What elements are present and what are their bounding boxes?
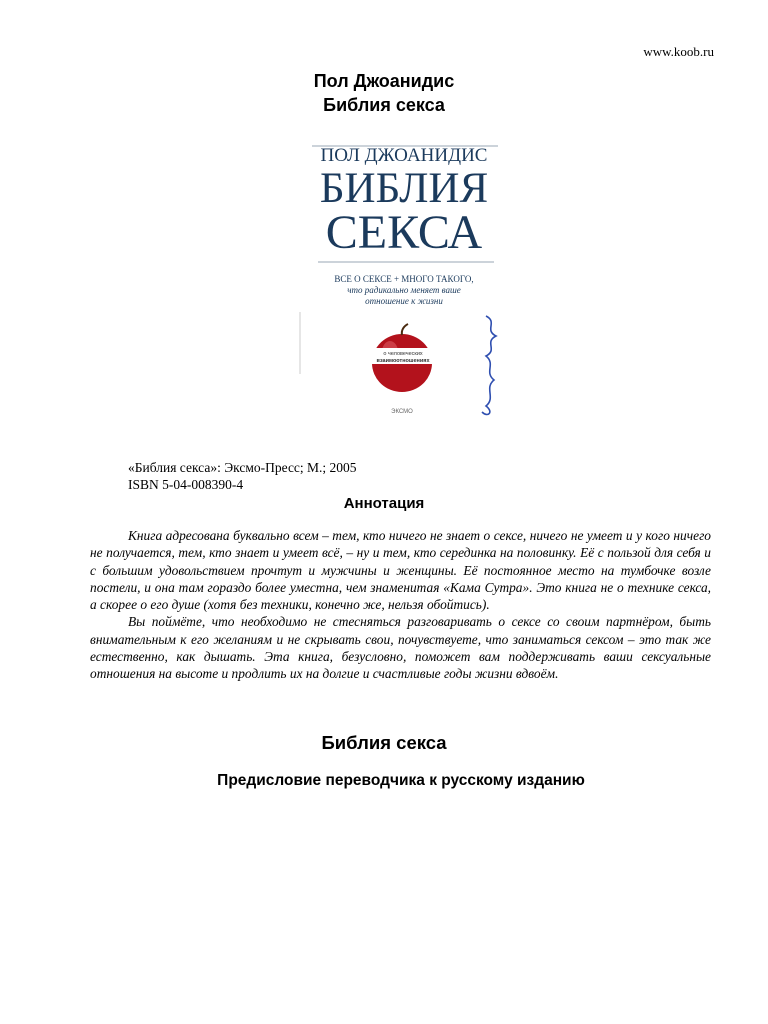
preface-heading: Предисловие переводчика к русскому изданию [217,772,585,789]
annotation-text [90,527,711,683]
document-header [0,69,768,117]
cover-title-line2: СЕКСА [325,206,483,259]
signature-image [482,316,496,414]
isbn: ISBN 5-04-008390-4 [128,477,244,492]
cover-author: ПОЛ ДЖОАНИДИС [320,145,488,166]
publication-info [128,459,357,493]
cover-title-line1: БИБЛИЯ [319,165,489,212]
citation: «Библия секса»: Эксмо-Пресс; М.; 2005 [128,460,357,475]
apple-illustration [372,324,434,392]
apple-band-line2: взаимоотношениях [376,358,430,364]
cover-tagline-line1: ВСЕ О СЕКСЕ + МНОГО ТАКОГО, [334,274,474,284]
book-title: Библия секса [323,95,445,115]
annotation-paragraph: Книга адресована буквально всем – тем, кто ничего не знает о сексе, ничего не умеет и у кого ничего не получается, тем, кто знает и умеет всё, – ну и тем, кто серединка на половинку. Её с пользой для себя и с большим удовольствием прочтут и мужчины и женщины. Её постоянное место на тумбочке возле постели, и она там гораздо более уместна, чем знаменитая «Кама Сутра». Это книга не о технике секса, а скорее о его душе (хотя без техники, конечно же, нельзя обойтись). [90,528,711,613]
section-heading: Библия секса [321,732,447,753]
annotation-heading: Аннотация [343,495,425,512]
publisher-logo: ЭКСМО [391,409,413,415]
annotation-paragraph: Вы поймёте, что необходимо не стесняться разговаривать о сексе со своим партнёром, быть внимательным к его желаниям и не скрывать свои, почувствуете, что заниматься сексом – это так же естественно, как дышать. Эта книга, безусловно, поможет вам поддерживать ваши сексуальные отношения на высоте и продлить их на долгие и счастливые годы жизни вдвоём. [90,614,711,682]
cover-tagline-line3: отношение к жизни [365,296,443,306]
author-name: Пол Джоанидис [313,71,455,91]
book-cover [298,136,510,422]
apple-band-line1: о человеческих [383,351,423,357]
cover-tagline-line2: что радикально меняет ваше [347,285,461,295]
site-url[interactable]: www.koob.ru [643,44,714,59]
